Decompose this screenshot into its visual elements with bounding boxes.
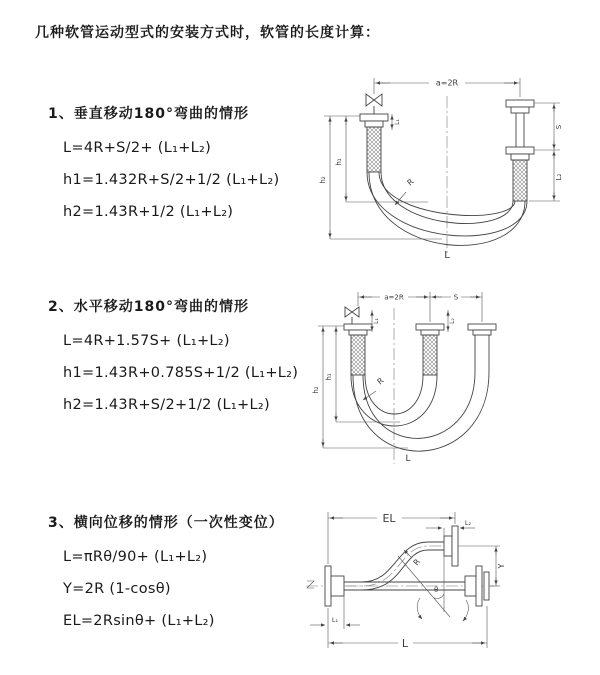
dim-label-h1: h₁ <box>325 373 333 381</box>
dim-label-y: Y <box>497 563 506 569</box>
section-vertical-180 <box>48 103 318 228</box>
length-label: L <box>444 250 450 260</box>
formula-el: EL=2Rsinθ+ (L₁+L₂) <box>63 613 215 629</box>
radius-callout <box>395 177 416 205</box>
dimension-l1 <box>310 596 360 629</box>
left-flange-fitting <box>344 324 372 375</box>
radius-label: R <box>405 177 416 188</box>
middle-flange-fitting <box>416 324 444 375</box>
formula-y: Y=2R (1-cosθ) <box>63 581 171 597</box>
dimension-a-2r <box>374 77 520 97</box>
s-curved-hose <box>344 526 458 590</box>
diagram-horizontal-180-bend <box>310 284 600 468</box>
dim-label-el: EL <box>382 512 396 525</box>
radius-callout <box>404 550 422 567</box>
section-lateral-displacement <box>48 512 318 637</box>
right-flange-fitting <box>468 324 496 372</box>
hose-u-curves <box>351 372 489 451</box>
braided-hose-right <box>513 160 527 201</box>
page-title: 几种软管运动型式的安装方式时，软管的长度计算： <box>35 25 380 41</box>
dim-label-a2r: a=2R <box>435 78 459 88</box>
dim-label-l1: L₁ <box>394 119 401 125</box>
valve-icon <box>366 94 382 114</box>
dimension-l2 <box>529 150 563 201</box>
dim-label-s: S <box>555 124 563 130</box>
dim-label-h1: h₁ <box>335 158 343 166</box>
upper-flange-plate <box>452 526 458 566</box>
dim-label-l1: L₁ <box>373 318 380 324</box>
formula-h1: h1=1.432R+S/2+1/2 (L₁+L₂) <box>63 172 280 188</box>
dimension-l2 <box>448 310 456 332</box>
diagram-vertical-180-bend <box>312 70 590 260</box>
formula-h1: h1=1.43R+0.785S+1/2 (L₁+L₂) <box>63 365 299 381</box>
dimension-el <box>328 510 455 564</box>
formula-l: L=4R+1.57S+ (L₁+L₂) <box>63 333 230 349</box>
valve-icon <box>345 307 359 324</box>
left-flange-fitting <box>325 566 344 606</box>
formula-l: L=πRθ/90+ (L₁+L₂) <box>63 549 208 565</box>
section-1-heading: 1、垂直移动180°弯曲的情形 <box>48 106 249 122</box>
dimension-l1 <box>372 310 380 332</box>
centerline-break-mark <box>307 581 314 588</box>
dim-label-l2: L₂ <box>555 173 563 181</box>
dimension-s <box>534 103 563 150</box>
formula-l: L=4R+S/2+ (L₁+L₂) <box>63 140 212 156</box>
dim-label-a2r: a=2R <box>384 293 404 302</box>
dim-label-h2: h₂ <box>312 386 320 394</box>
diagram-lateral-displacement <box>298 498 600 656</box>
dimension-l1 <box>392 114 401 130</box>
section-2-heading: 2、水平移动180°弯曲的情形 <box>48 299 249 315</box>
braided-hose-left <box>367 127 381 172</box>
dimension-s <box>430 291 482 322</box>
dim-label-l: L <box>401 637 409 650</box>
left-flange-fitting <box>360 114 388 172</box>
section-3-heading: 3、横向位移的情形（一次性变位） <box>48 515 284 531</box>
dim-label-l2: L₂ <box>464 519 472 527</box>
dim-label-s: S <box>453 293 459 302</box>
formula-h2: h2=1.43R+1/2 (L₁+L₂) <box>63 204 234 220</box>
dim-label-h2: h₂ <box>319 176 327 184</box>
angle-label: θ <box>434 586 439 594</box>
right-flange-fitting <box>506 100 534 201</box>
radius-label: R <box>375 376 386 387</box>
formula-h2: h2=1.43R+S/2+1/2 (L₁+L₂) <box>63 397 270 413</box>
braided-hose-middle <box>423 335 437 375</box>
upper-flange-hub <box>444 536 452 556</box>
radius-label: R <box>411 557 423 568</box>
dimension-l2 <box>426 518 475 528</box>
dim-label-l2: L₂ <box>449 318 456 324</box>
dimension-l <box>328 606 487 650</box>
length-label: L <box>405 454 411 464</box>
dim-label-l1: L₁ <box>331 616 339 624</box>
section-horizontal-180 <box>48 296 318 421</box>
braided-hose-left <box>351 335 365 375</box>
